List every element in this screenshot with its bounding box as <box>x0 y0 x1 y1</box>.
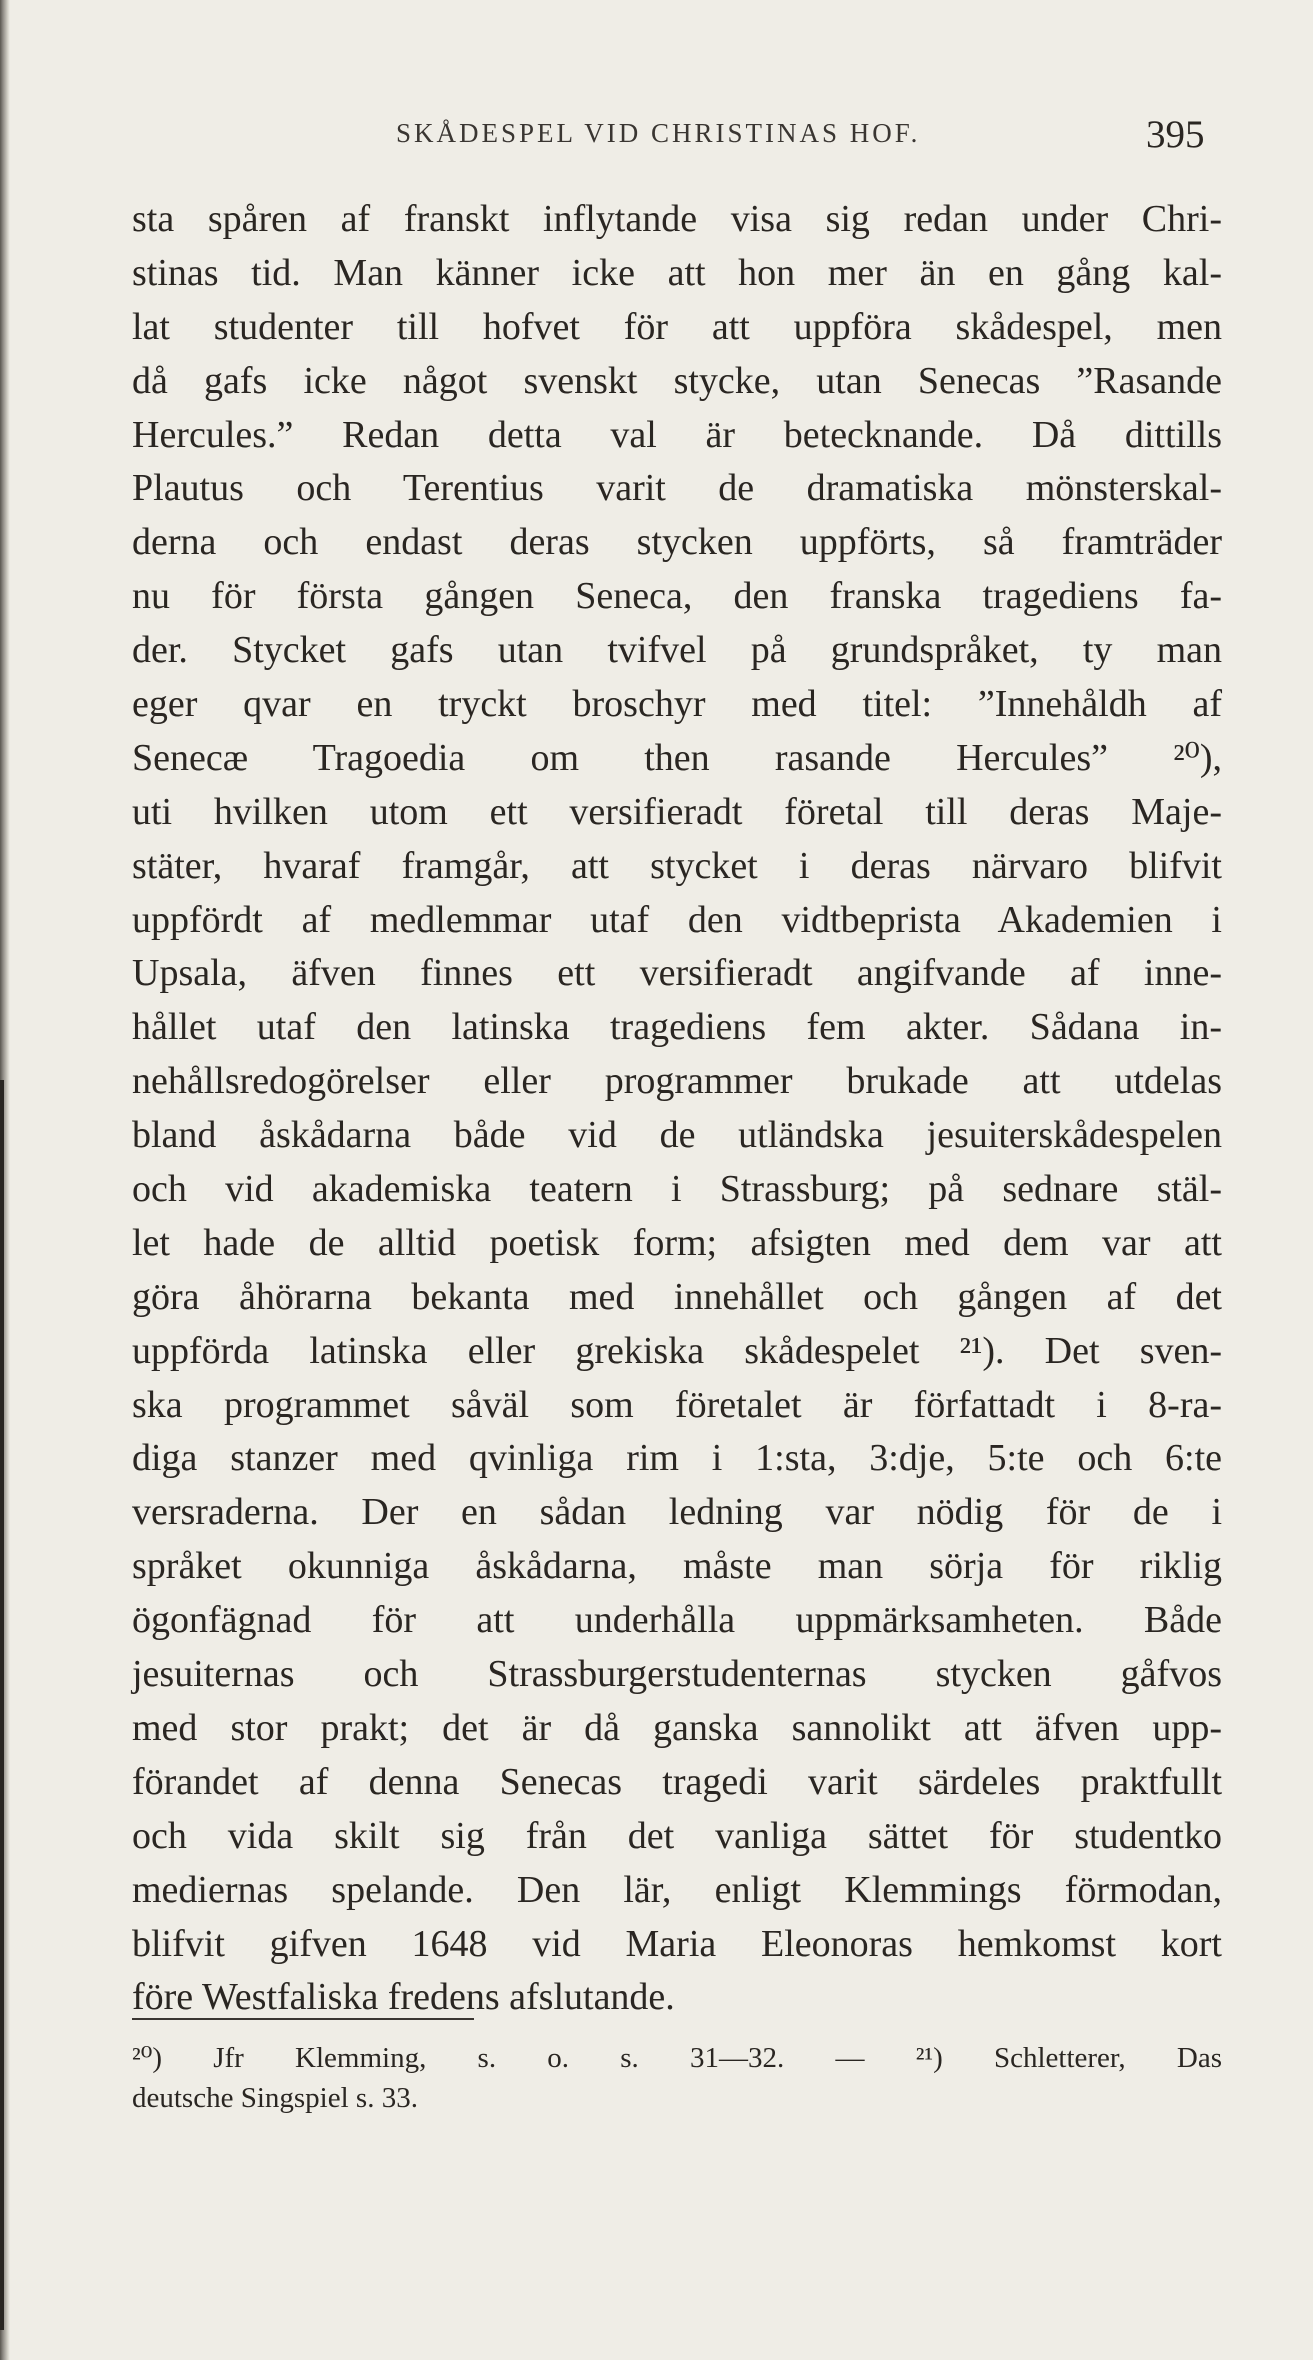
text-line: ögonfägnad för att underhålla uppmärksamheten. Både <box>132 1599 1222 1642</box>
text-line: nehållsredogörelser eller programmer brukade att utdelas <box>132 1060 1222 1103</box>
text-line: göra åhörarna bekanta med innehållet och gången af det <box>132 1275 1222 1318</box>
text-line: mediernas spelande. Den lär, enligt Klemmings förmodan, <box>132 1868 1222 1911</box>
footnote-rule <box>132 2018 474 2020</box>
text-line: uti hvilken utom ett versifieradt företal till deras Maje- <box>132 790 1222 833</box>
text-line: eger qvar en tryckt broschyr med titel: ”Innehåldh af <box>132 683 1222 726</box>
page-number: 395 <box>1146 113 1205 156</box>
text-line: uppfördt af medlemmar utaf den vidtbeprista Akademien i <box>132 898 1222 941</box>
text-line: hållet utaf den latinska tragediens fem akter. Sådana in- <box>132 1006 1222 1049</box>
text-line: versraderna. Der en sådan ledning var nödig för de i <box>132 1491 1222 1534</box>
text-line: lat studenter till hofvet för att uppföra skådespel, men <box>132 305 1222 348</box>
text-line: Senecæ Tragoedia om then rasande Hercules” ²⁰), <box>132 736 1222 779</box>
text-line: diga stanzer med qvinliga rim i 1:sta, 3:dje, 5:te och 6:te <box>132 1437 1222 1480</box>
text-line: förandet af denna Senecas tragedi varit särdeles praktfullt <box>132 1760 1222 1803</box>
text-line: med stor prakt; det är då ganska sannolikt att äfven upp- <box>132 1706 1222 1749</box>
text-line: blifvit gifven 1648 vid Maria Eleonoras hemkomst kort <box>132 1922 1222 1965</box>
text-line: der. Stycket gafs utan tvifvel på grundspråket, ty man <box>132 629 1222 672</box>
text-line: Plautus och Terentius varit de dramatiska mönsterskal- <box>132 467 1222 510</box>
text-line: stinas tid. Man känner icke att hon mer än en gång kal- <box>132 251 1222 294</box>
text-line: stäter, hvaraf framgår, att stycket i deras närvaro blifvit <box>132 844 1222 887</box>
text-line: sta spåren af franskt inflytande visa sig redan under Chri- <box>132 198 1222 240</box>
text-line: uppförda latinska eller grekiska skådespelet ²¹). Det sven- <box>132 1329 1222 1372</box>
text-line: och vid akademiska teatern i Strassburg; på sednare stäl- <box>132 1168 1222 1211</box>
text-line: bland åskådarna både vid de utländska jesuiterskådespelen <box>132 1114 1222 1157</box>
text-line: då gafs icke något svenskt stycke, utan Senecas ”Rasande <box>132 359 1222 402</box>
text-line: Hercules.” Redan detta val är betecknande. Då dittills <box>132 413 1222 456</box>
text-line: let hade de alltid poetisk form; afsigten med dem var att <box>132 1221 1222 1264</box>
text-line: derna och endast deras stycken uppförts, så framträder <box>132 521 1222 564</box>
running-title: SKÅDESPEL VID CHRISTINAS HOF. <box>396 118 921 148</box>
text-line: språket okunniga åskådarna, måste man sörja för riklig <box>132 1545 1222 1588</box>
text-line: före Westfaliska fredens afslutande. <box>132 1976 675 2019</box>
body-text <box>132 193 1222 2025</box>
text-line: och vida skilt sig från det vanliga sättet för studentko <box>132 1814 1222 1857</box>
footnote-line: ²⁰) Jfr Klemming, s. o. s. 31—32. — ²¹) Schletterer, Das <box>132 2042 1222 2074</box>
text-line: nu för första gången Seneca, den franska tragediens fa- <box>132 575 1222 618</box>
binding-shadow <box>0 1080 4 2330</box>
text-line: jesuiternas och Strassburgerstudenternas stycken gåfvos <box>132 1653 1222 1696</box>
text-line: Upsala, äfven finnes ett versifieradt angifvande af inne- <box>132 952 1222 995</box>
footnotes <box>132 2038 1222 2118</box>
text-line: ska programmet såväl som företalet är författadt i 8-ra- <box>132 1383 1222 1426</box>
footnote-line: deutsche Singspiel s. 33. <box>132 2082 418 2114</box>
